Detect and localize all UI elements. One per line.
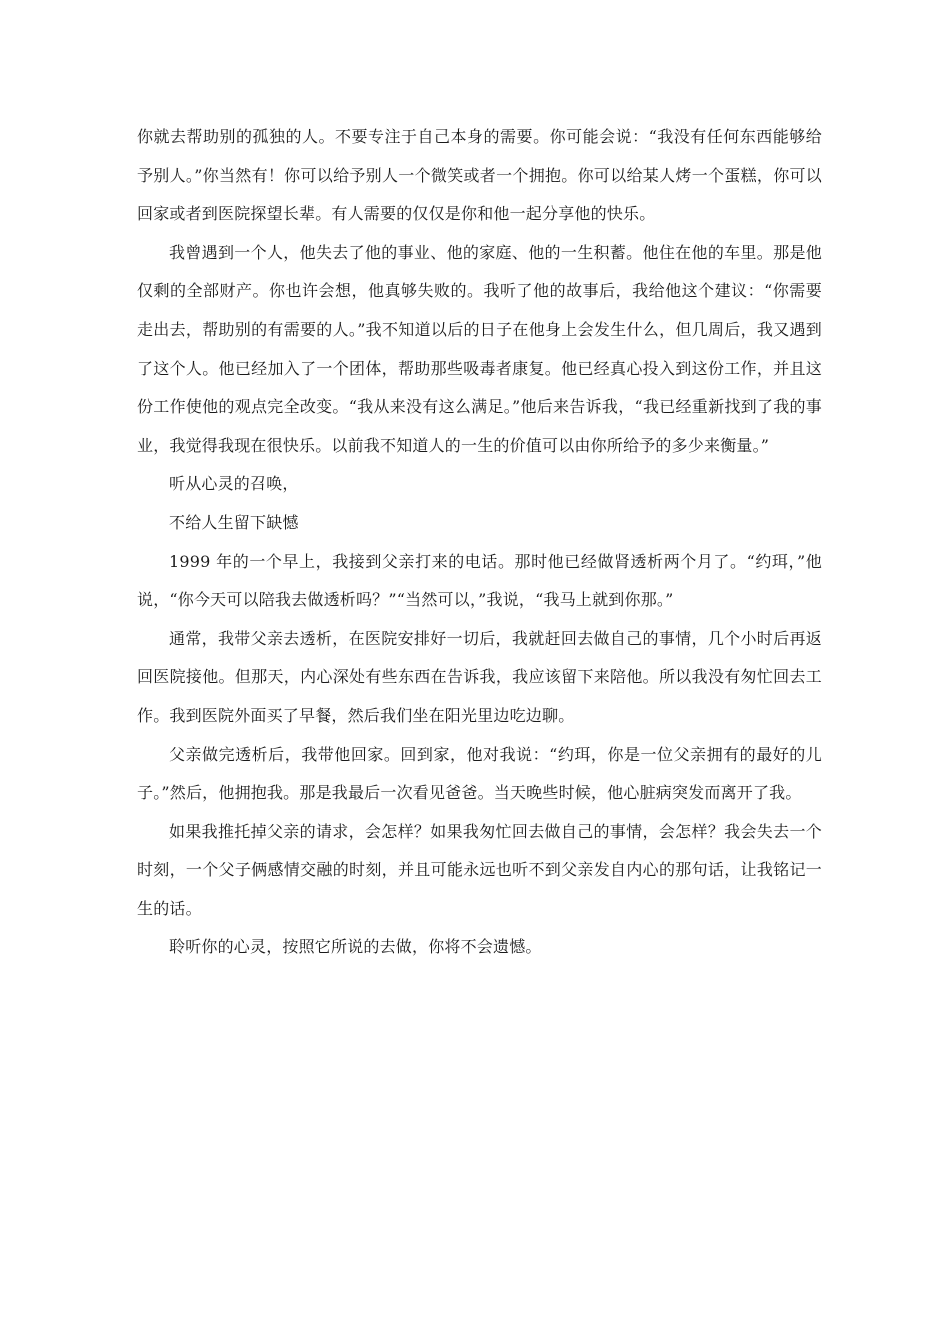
paragraph-1: 你就去帮助别的孤独的人。不要专注于自己本身的需要。你可能会说：“我没有任何东西能够给予别人。”你当然有！你可以给予别人一个微笑或者一个拥抱。你可以给某人烤一个蛋糕，你可以回家或者到医院探望长辈。有人需要的仅仅是你和他一起分享他的快乐。 <box>137 127 822 224</box>
paragraph-4: 通常，我带父亲去透析，在医院安排好一切后，我就赶回去做自己的事情，几个小时后再返回医院接他。但那天，内心深处有些东西在告诉我，我应该留下来陪他。所以我没有匆忙回去工作。我到医院外面买了早餐，然后我们坐在阳光里边吃边聊。 <box>137 628 822 725</box>
section-heading-line-2: 不给人生留下缺憾 <box>169 512 299 532</box>
document-body <box>137 118 822 967</box>
paragraph-7: 聆听你的心灵，按照它所说的去做，你将不会遗憾。 <box>169 937 542 957</box>
paragraph-6: 如果我推托掉父亲的请求，会怎样？如果我匆忙回去做自己的事情，会怎样？我会失去一个时刻，一个父子俩感情交融的时刻，并且可能永远也听不到父亲发自内心的那句话，让我铭记一生的话。 <box>137 821 822 918</box>
paragraph-2: 我曾遇到一个人，他失去了他的事业、他的家庭、他的一生积蓄。他住在他的车里。那是他仅剩的全部财产。你也许会想，他真够失败的。我听了他的故事后，我给他这个建议：“你需要走出去，帮助别的有需要的人。”我不知道以后的日子在他身上会发生什么，但几周后，我又遇到了这个人。他已经加入了一个团体，帮助那些吸毒者康复。他已经真心投入到这份工作，并且这份工作使他的观点完全改变。“我从来没有这么满足。”他后来告诉我，“我已经重新找到了我的事业，我觉得我现在很快乐。以前我不知道人的一生的价值可以由你所给予的多少来衡量。” <box>137 242 822 455</box>
paragraph-5: 父亲做完透析后，我带他回家。回到家，他对我说：“约珥，你是一位父亲拥有的最好的儿子。”然后，他拥抱我。那是我最后一次看见爸爸。当天晚些时候，他心脏病突发而离开了我。 <box>137 744 822 803</box>
paragraph-3: 1999 年的一个早上，我接到父亲打来的电话。那时他已经做肾透析两个月了。“约珥，”他说，“你今天可以陪我去做透析吗？”“当然可以，”我说，“我马上就到你那。” <box>137 551 822 610</box>
section-heading-line-1: 听从心灵的召唤， <box>169 474 299 494</box>
